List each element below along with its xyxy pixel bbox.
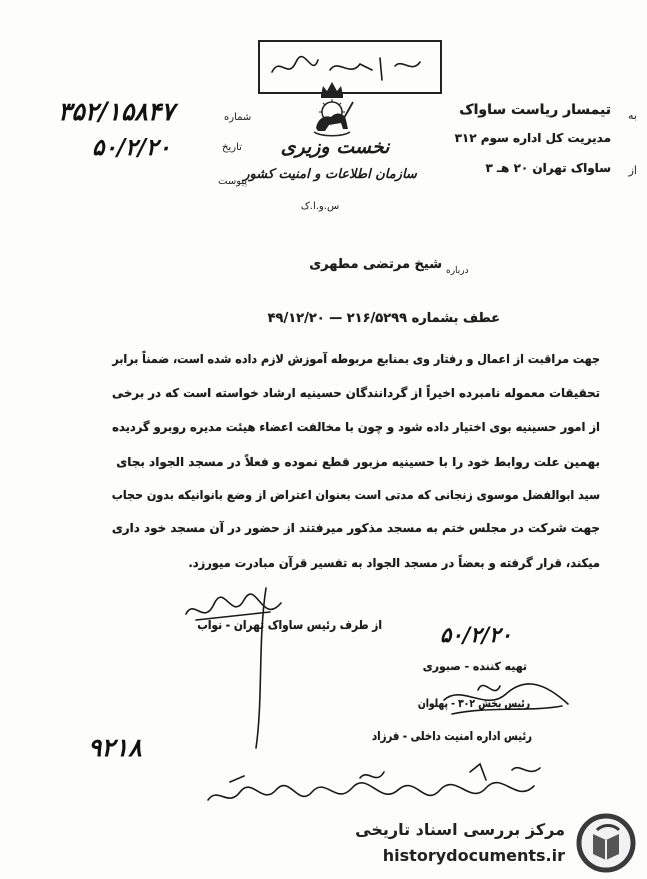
document-date: ۵۰/۲/۲۰ [92,134,171,161]
from-label: از [628,164,637,177]
margin-note: ۹۲۱۸ [88,733,142,762]
letterhead-organization: سازمان اطلاعات و امنیت کشور [243,167,417,182]
margin-vertical-stroke [256,588,266,748]
body-line: جهت شرکت در مجلس ختم به مسجد مذکور میرفتند از حضور در آن مسجد خود داری [111,521,601,535]
sender: ساواک تهران ۲۰ هـ ۳ [485,161,611,175]
archive-center-logo-icon [575,812,637,874]
date-label: تاریخ [222,142,242,153]
subject-label: درباره [446,266,469,276]
letterhead-ministry: نخست وزیری [280,136,390,158]
body-line: جهت مراقبت از اعمال و رفتار وی بمنابع مربوطه آموزش لازم داده شده است، ضمناً برابر [112,352,600,366]
watermark-url: historydocuments.ir [382,846,565,865]
subject: شیخ مرتضی مطهری [309,257,442,272]
recipient: تیمسار ریاست ساواک [459,102,611,118]
watermark-name: مرکز بررسی اسناد تاریخی [355,820,565,839]
signatory-line: از طرف رئیس ساواک تهران - نواب [197,618,382,632]
number-label: شماره [224,112,252,123]
section-head: رئیس بخش ۳۰۲ - پهلوان [417,697,530,710]
body-line: از امور حسینیه بوی اختیار داده شود و چون با مخالفت اعضاء هیئت مدیره روبرو گردیده [112,420,601,434]
document-number: ۳۵۲/۱۵۸۴۷ [58,97,175,126]
attachment-label: پیوست [218,176,248,187]
footer-handwritten-note [208,764,540,800]
signature-nawab [186,594,281,620]
department: مدیریت کل اداره سوم ۳۱۲ [454,131,611,145]
body-line: میکند، قرار گرفته و بعضاً در مسجد الجواد به تفسیر قرآن مبادرت میورزد. [188,556,600,570]
body-line: تحقیقات معموله نامبرده اخیراً از گردانندگان حسینیه ارشاد خواسته است که در برخی [112,386,600,400]
body-line: بهمین علت روابط خود را با حسینیه مزبور قطع نموده و فعلاً در مسجد الجواد بجای [116,455,600,469]
lion-and-sun-emblem-icon [306,80,358,138]
body-line: سید ابوالفضل موسوی زنجانی که مدتی است بعنوان اعتراض از وضع بانوانیکه بدون حجاب [111,488,600,502]
handwritten-date: ۵۰/۲/۲۰ [440,622,512,647]
reference-line: عطف بشماره ۲۱۶/۵۲۹۹ — ۴۹/۱۲/۲۰ [267,311,500,326]
letterhead-abbreviation: س.و.ا.ک [300,201,340,212]
office-head: رئیس اداره امنیت داخلی - فرزاد [371,729,532,743]
to-label: به [628,109,637,122]
prepared-by: تهیه کننده - صبوری [422,660,527,673]
